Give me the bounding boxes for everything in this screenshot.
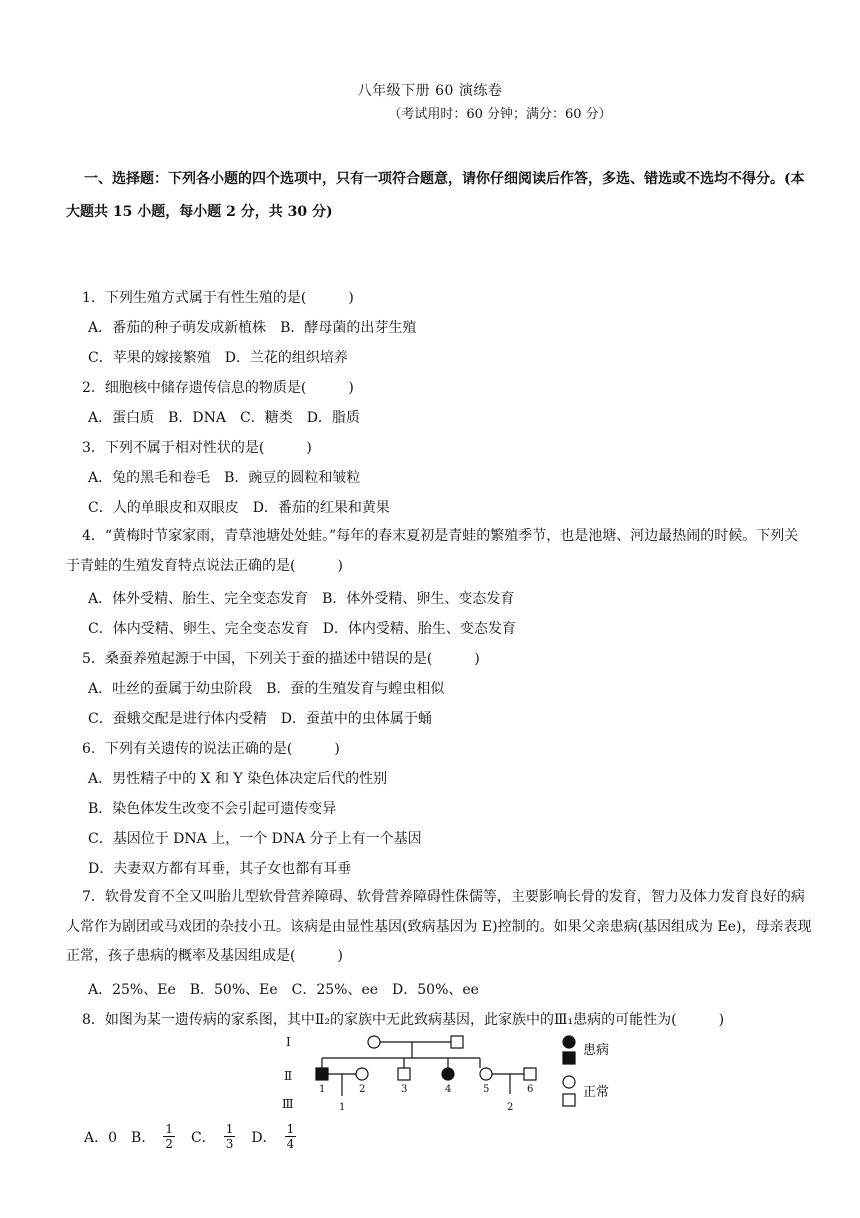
question-8-option-c-fraction (224, 1122, 236, 1151)
question-4-options-line2: C．体内受精、卵生、完全变态发育 D．体内受精、胎生、变态发育 (88, 621, 516, 637)
legend-affected-male (563, 1052, 575, 1064)
gen3-number-1: 1 (339, 1102, 346, 1113)
fraction-numerator: 1 (225, 1122, 234, 1136)
question-2-options: A．蛋白质 B．DNA C．糖类 D．脂质 (88, 410, 360, 426)
gen2-number-5: 5 (483, 1084, 490, 1095)
question-6-option-b: B．染色体发生改变不会引起可遗传变异 (88, 801, 337, 817)
gen2-number-2: 2 (359, 1084, 366, 1095)
legend-normal-female (563, 1076, 575, 1088)
question-3-options-line1: A．兔的黑毛和卷毛 B．豌豆的圆粒和皱粒 (88, 470, 361, 486)
fraction-numerator: 1 (165, 1122, 173, 1136)
question-8-option-d-fraction (285, 1122, 297, 1151)
legend-affected-label: 患病 (583, 1043, 610, 1058)
question-3-options-line2: C．人的单眼皮和双眼皮 D．番茄的红果和黄果 (88, 500, 390, 516)
question-6-option-d: D．夫妻双方都有耳垂，其子女也都有耳垂 (88, 861, 352, 877)
gen2-number-4: 4 (445, 1084, 452, 1095)
generation-label-ii: Ⅱ (284, 1069, 293, 1083)
question-8-option-b-fraction (163, 1122, 175, 1151)
pedigree-diagram (270, 1030, 630, 1116)
legend-affected-female (563, 1036, 575, 1048)
gen3-number-2: 2 (507, 1102, 514, 1113)
gen2-affected-female-4 (442, 1068, 454, 1080)
question-4-stem: 4．“黄梅时节家家雨，青草池塘处处蛙。”每年的春末夏初是青蛙的繁殖季节，也是池塘、河边最热闹的时候。下列关于青蛙的生殖发育特点说法正确的是( ) (66, 528, 799, 574)
question-7-options: A．25%、Ee B．50%、Ee C．25%、ee D．50%、ee (88, 982, 479, 998)
gen1-female (368, 1036, 380, 1048)
gen2-female-2 (356, 1068, 368, 1080)
question-6-stem: 6．下列有关遗传的说法正确的是( ) (82, 741, 340, 757)
gen2-number-3: 3 (401, 1084, 408, 1095)
gen2-number-6: 6 (527, 1084, 534, 1095)
question-8-stem: 8．如图为某一遗传病的家系图，其中Ⅱ₂的家族中无此致病基因，此家族中的Ⅲ₁患病的可能性为( ) (82, 1012, 725, 1028)
question-3-stem: 3．下列不属于相对性状的是( ) (82, 440, 312, 456)
question-8-option-a: A．0 (84, 1129, 118, 1146)
section-heading: 一、选择题：下列各小题的四个选项中，只有一项符合题意，请你仔细阅读后作答，多选、错选或不选均不得分。(本大题共 15 小题，每小题 2 分，共 30 分) (66, 171, 805, 220)
page-title: 八年级下册 60 演练卷 (357, 83, 503, 99)
question-2-stem: 2．细胞核中储存遗传信息的物质是( ) (82, 380, 354, 396)
question-4-options-line1: A．体外受精、胎生、完全变态发育 B．体外受精、卵生、变态发育 (88, 591, 515, 607)
question-5-options-line2: C．蚕蛾交配是进行体内受精 D．蚕茧中的虫体属于蛹 (88, 711, 432, 727)
exam-info: （考试用时：60 分钟；满分：60 分） (388, 107, 612, 122)
gen2-male-3 (398, 1068, 410, 1080)
legend-normal-label: 正常 (583, 1085, 610, 1100)
question-6-option-c: C．基因位于 DNA 上，一个 DNA 分子上有一个基因 (88, 831, 422, 847)
question-1-options-line2: C．苹果的嫁接繁殖 D．兰花的组织培养 (88, 350, 348, 366)
question-8-option-c-label: C． (190, 1129, 216, 1146)
question-6-option-a: A．男性精子中的 X 和 Y 染色体决定后代的性别 (88, 771, 388, 787)
gen2-affected-male-1 (316, 1068, 328, 1080)
question-5-stem: 5．桑蚕养殖起源于中国，下列关于蚕的描述中错误的是( ) (82, 651, 480, 667)
fraction-numerator: 1 (286, 1122, 295, 1136)
fraction-denominator: 4 (286, 1137, 295, 1151)
gen2-female-5 (480, 1068, 492, 1080)
legend-normal-male (563, 1094, 575, 1106)
fraction-denominator: 3 (225, 1137, 234, 1151)
generation-label-i: Ⅰ (286, 1035, 291, 1049)
question-8-option-d-label: D． (251, 1129, 277, 1146)
question-1-options-line1: A．番茄的种子萌发成新植株 B．酵母菌的出芽生殖 (88, 320, 417, 336)
gen2-male-6 (524, 1068, 536, 1080)
question-1-stem: 1．下列生殖方式属于有性生殖的是( ) (82, 290, 354, 306)
gen1-male (451, 1036, 463, 1048)
question-7-stem: 7．软骨发育不全又叫胎儿型软骨营养障碍、软骨营养障碍性侏儒等，主要影响长骨的发育，智力及体力发育良好的病人常作为剧团或马戏团的杂技小丑。该病是由显性基因(致病基因为 E)控制的。如果父亲患病(基因组成为 Ee)，母亲表现正常，孩子患病的概率及基因组成是( ) (66, 889, 812, 964)
generation-label-iii: Ⅲ (282, 1097, 294, 1111)
fraction-denominator: 2 (165, 1137, 173, 1151)
question-5-options-line1: A．吐丝的蚕属于幼虫阶段 B．蚕的生殖发育与蝗虫相似 (88, 681, 445, 697)
gen2-number-1: 1 (319, 1084, 326, 1095)
question-8-options (84, 1122, 298, 1151)
question-8-option-b-label: B． (131, 1129, 156, 1146)
